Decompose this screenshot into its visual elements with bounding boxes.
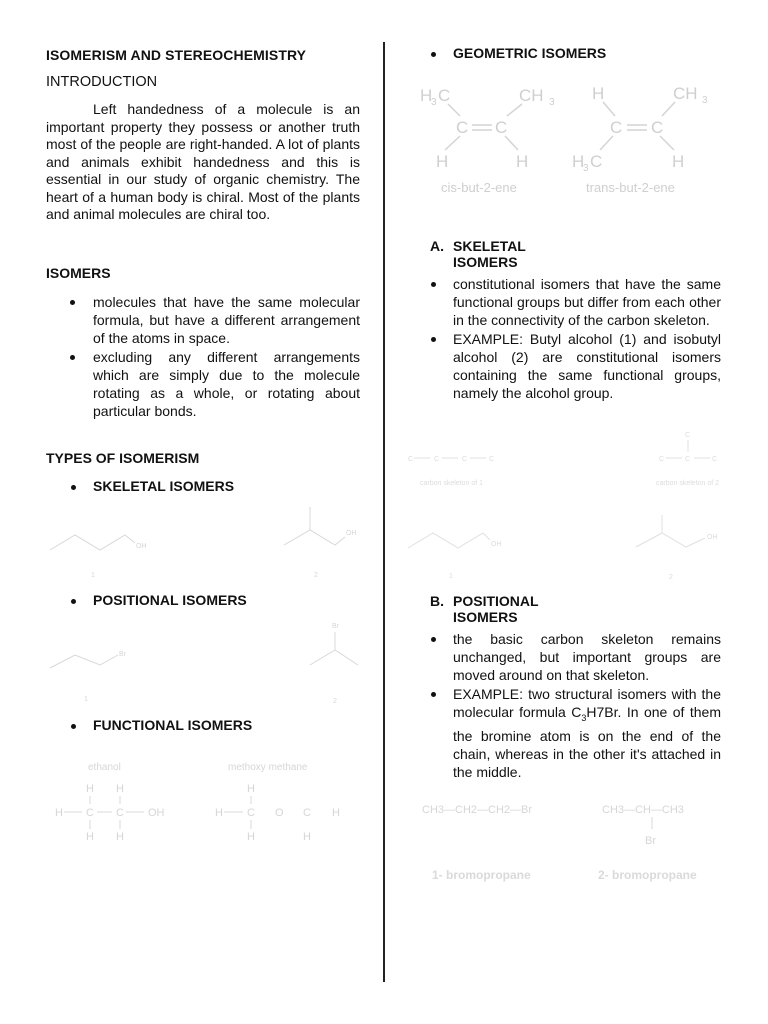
svg-text:C: C: [495, 118, 508, 137]
svg-text:C: C: [456, 118, 469, 137]
svg-text:O: O: [275, 807, 284, 819]
svg-text:carbon skeleton of 1: carbon skeleton of 1: [420, 480, 484, 487]
svg-text:H: H: [572, 152, 585, 171]
svg-text:C: C: [610, 118, 623, 137]
svg-text:CH: CH: [519, 86, 544, 105]
svg-text:ethanol: ethanol: [88, 762, 121, 773]
svg-text:H: H: [86, 831, 94, 843]
svg-text:C: C: [651, 118, 664, 137]
svg-text:H: H: [86, 783, 94, 795]
svg-text:CH: CH: [673, 84, 698, 103]
list-item: molecules that have the same molecular formula, but have a different arrangement of the atoms in space.: [93, 293, 360, 348]
list-item: excluding any different arrangements which are simply due to the molecule rotating as a whole, or rotating about particular bonds.: [93, 348, 360, 421]
svg-text:C: C: [685, 432, 691, 439]
svg-text:2: 2: [333, 698, 337, 705]
list-item: EXAMPLE: Butyl alcohol (1) and isobutyl alcohol (2) are constitutional isomers containing the same functional groups, namely the alcohol group.: [453, 330, 721, 403]
section-b-bullets: [453, 630, 721, 781]
svg-text:H: H: [116, 831, 124, 843]
svg-text:H: H: [247, 831, 255, 843]
svg-text:H: H: [420, 86, 433, 105]
intro-paragraph: Left handedness of a molecule is an important property they possess or another truth most of the people are right-handed. A lot of plants and animals exhibit handedness and this is essential in our study of organic chemistry. The heart of a human body is chiral. Most of the plants and animal molecules are chiral too.: [46, 101, 360, 222]
svg-text:C: C: [590, 152, 603, 171]
trans-caption: trans-but-2-ene: [586, 180, 675, 195]
caption-2-bromopropane: 2- bromopropane: [598, 868, 697, 882]
svg-text:H: H: [303, 831, 311, 843]
type-functional: FUNCTIONAL ISOMERS: [93, 717, 252, 733]
svg-text:2: 2: [314, 572, 318, 579]
svg-text:OH: OH: [148, 807, 165, 819]
svg-text:1: 1: [84, 696, 88, 703]
svg-text:C: C: [685, 456, 691, 463]
svg-text:1: 1: [91, 572, 95, 579]
svg-text:C: C: [408, 456, 414, 463]
intro-heading: INTRODUCTION: [46, 74, 158, 90]
svg-text:C: C: [303, 807, 311, 819]
svg-text:3: 3: [583, 163, 589, 174]
svg-text:3: 3: [702, 95, 708, 106]
svg-text:H: H: [516, 152, 529, 171]
bromopropane-formula-1: CH3—CH2—CH2—Br: [422, 804, 533, 816]
svg-text:H: H: [247, 783, 255, 795]
svg-text:H: H: [332, 807, 340, 819]
svg-text:H: H: [672, 152, 685, 171]
svg-text:C: C: [462, 456, 468, 463]
list-item: EXAMPLE: two structural isomers with the molecular formula $C_3H7Br$. In one of them the bromine atom is on the end of the chain, whereas in the other it's attached in the middle.: [453, 685, 721, 782]
svg-text:OH: OH: [491, 541, 502, 548]
svg-text:C: C: [86, 807, 94, 819]
svg-text:H: H: [592, 84, 605, 103]
svg-text:C: C: [247, 807, 255, 819]
svg-text:H: H: [436, 152, 449, 171]
section-a-heading: A. SKELETAL ISOMERS: [430, 238, 526, 270]
svg-text:H: H: [116, 783, 124, 795]
svg-text:3: 3: [431, 97, 437, 108]
svg-text:Br: Br: [332, 623, 339, 630]
svg-text:Br: Br: [119, 651, 126, 658]
svg-text:methoxy methane: methoxy methane: [228, 762, 308, 773]
section-a-bullets: [453, 275, 721, 402]
svg-text:carbon skeleton of 2: carbon skeleton of 2: [656, 480, 720, 487]
svg-text:H: H: [55, 807, 63, 819]
svg-text:H: H: [215, 807, 223, 819]
oh-label: OH: [136, 543, 147, 550]
svg-text:C: C: [438, 86, 451, 105]
isomers-heading: ISOMERS: [46, 265, 111, 281]
bromopropane-formula-2: CH3—CH—CH3: [602, 804, 684, 816]
svg-text:OH: OH: [707, 534, 718, 541]
geometric-heading: GEOMETRIC ISOMERS: [453, 45, 606, 61]
type-skeletal: SKELETAL ISOMERS: [93, 478, 234, 494]
svg-text:C: C: [116, 807, 124, 819]
type-positional: POSITIONAL ISOMERS: [93, 592, 247, 608]
list-item: the basic carbon skeleton remains unchanged, but important groups are moved around on that skeleton.: [453, 630, 721, 685]
svg-text:C: C: [489, 456, 495, 463]
svg-text:OH: OH: [346, 530, 357, 537]
list-item: constitutional isomers that have the same functional groups but differ from each other in the connectivity of the carbon skeleton.: [453, 275, 721, 330]
svg-text:C: C: [659, 456, 665, 463]
svg-text:3: 3: [549, 97, 555, 108]
svg-text:C: C: [434, 456, 440, 463]
svg-text:2: 2: [669, 574, 673, 581]
types-heading: TYPES OF ISOMERISM: [46, 450, 200, 466]
svg-text:Br: Br: [645, 835, 656, 847]
svg-text:1: 1: [449, 573, 453, 580]
document-title: ISOMERISM AND STEREOCHEMISTRY: [46, 47, 307, 63]
cis-caption: cis-but-2-ene: [441, 180, 517, 195]
section-b-heading: B. POSITIONAL ISOMERS: [430, 593, 539, 625]
caption-1-bromopropane: 1- bromopropane: [432, 868, 531, 882]
svg-text:C: C: [712, 456, 718, 463]
